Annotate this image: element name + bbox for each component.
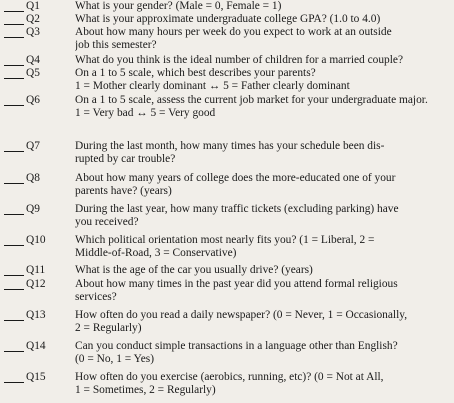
question-number: Q7 bbox=[26, 140, 40, 152]
answer-blank[interactable] bbox=[4, 275, 24, 276]
answer-blank[interactable] bbox=[4, 245, 24, 246]
answer-blank[interactable] bbox=[4, 24, 24, 25]
question-text: About how many years of college does the more-educated one of your bbox=[75, 172, 396, 184]
answer-blank[interactable] bbox=[4, 65, 24, 66]
question-text: 1 = Very bad ↔ 5 = Very good bbox=[75, 107, 216, 119]
answer-blank[interactable] bbox=[4, 78, 24, 79]
question-text: About how many hours per week do you expect to work at an outside bbox=[75, 26, 392, 38]
question-number: Q2 bbox=[26, 13, 40, 25]
question-text: During the last month, how many times has your schedule been dis- bbox=[75, 140, 385, 152]
answer-blank[interactable] bbox=[4, 382, 24, 383]
question-number: Q10 bbox=[26, 234, 46, 246]
question-text: How often do you read a daily newspaper? (0 = Never, 1 = Occasionally, bbox=[75, 309, 408, 321]
question-text: What do you think is the ideal number of children for a married couple? bbox=[75, 54, 404, 66]
question-text: Can you conduct simple transactions in a language other than English? bbox=[75, 340, 398, 352]
question-text: During the last year, how many traffic tickets (excluding parking) have bbox=[75, 203, 399, 215]
answer-blank[interactable] bbox=[4, 289, 24, 290]
question-text: What is the age of the car you usually drive? (years) bbox=[75, 264, 313, 276]
question-text: (0 = No, 1 = Yes) bbox=[75, 353, 154, 365]
answer-blank[interactable] bbox=[4, 214, 24, 215]
answer-blank[interactable] bbox=[4, 183, 24, 184]
answer-blank[interactable] bbox=[4, 320, 24, 321]
question-text: Which political orientation most nearly fits you? (1 = Liberal, 2 = bbox=[75, 234, 375, 246]
question-text: What is your approximate undergraduate college GPA? (1.0 to 4.0) bbox=[75, 13, 381, 25]
question-text: services? bbox=[75, 291, 117, 303]
question-text: 1 = Sometimes, 2 = Regularly) bbox=[75, 384, 216, 396]
question-number: Q8 bbox=[26, 172, 40, 184]
question-number: Q9 bbox=[26, 203, 40, 215]
question-text: 1 = Mother clearly dominant ↔ 5 = Father clearly dominant bbox=[75, 80, 350, 92]
answer-blank[interactable] bbox=[4, 151, 24, 152]
question-text: On a 1 to 5 scale, assess the current job market for your undergraduate major. bbox=[75, 94, 428, 106]
answer-blank[interactable] bbox=[4, 37, 24, 38]
question-text: you received? bbox=[75, 216, 139, 228]
question-number: Q14 bbox=[26, 340, 46, 352]
question-number: Q4 bbox=[26, 54, 40, 66]
question-text: On a 1 to 5 scale, which best describes your parents? bbox=[75, 67, 316, 79]
answer-blank[interactable] bbox=[4, 11, 24, 12]
question-number: Q5 bbox=[26, 67, 40, 79]
question-text: 2 = Regularly) bbox=[75, 322, 142, 334]
question-number: Q11 bbox=[26, 264, 46, 276]
question-number: Q3 bbox=[26, 26, 40, 38]
answer-blank[interactable] bbox=[4, 351, 24, 352]
question-number: Q6 bbox=[26, 94, 40, 106]
question-text: About how many times in the past year did you attend formal religious bbox=[75, 278, 398, 290]
question-text: Middle-of-Road, 3 = Conservative) bbox=[75, 247, 237, 259]
question-number: Q15 bbox=[26, 371, 46, 383]
question-text: rupted by car trouble? bbox=[75, 153, 176, 165]
question-text: job this semester? bbox=[75, 39, 157, 51]
question-number: Q12 bbox=[26, 278, 46, 290]
question-text: parents have? (years) bbox=[75, 185, 172, 197]
question-number: Q1 bbox=[26, 0, 40, 12]
answer-blank[interactable] bbox=[4, 105, 24, 106]
question-number: Q13 bbox=[26, 309, 46, 321]
question-text: How often do you exercise (aerobics, running, etc)? (0 = Not at All, bbox=[75, 371, 384, 383]
question-text: What is your gender? (Male = 0, Female = 1) bbox=[75, 0, 282, 12]
